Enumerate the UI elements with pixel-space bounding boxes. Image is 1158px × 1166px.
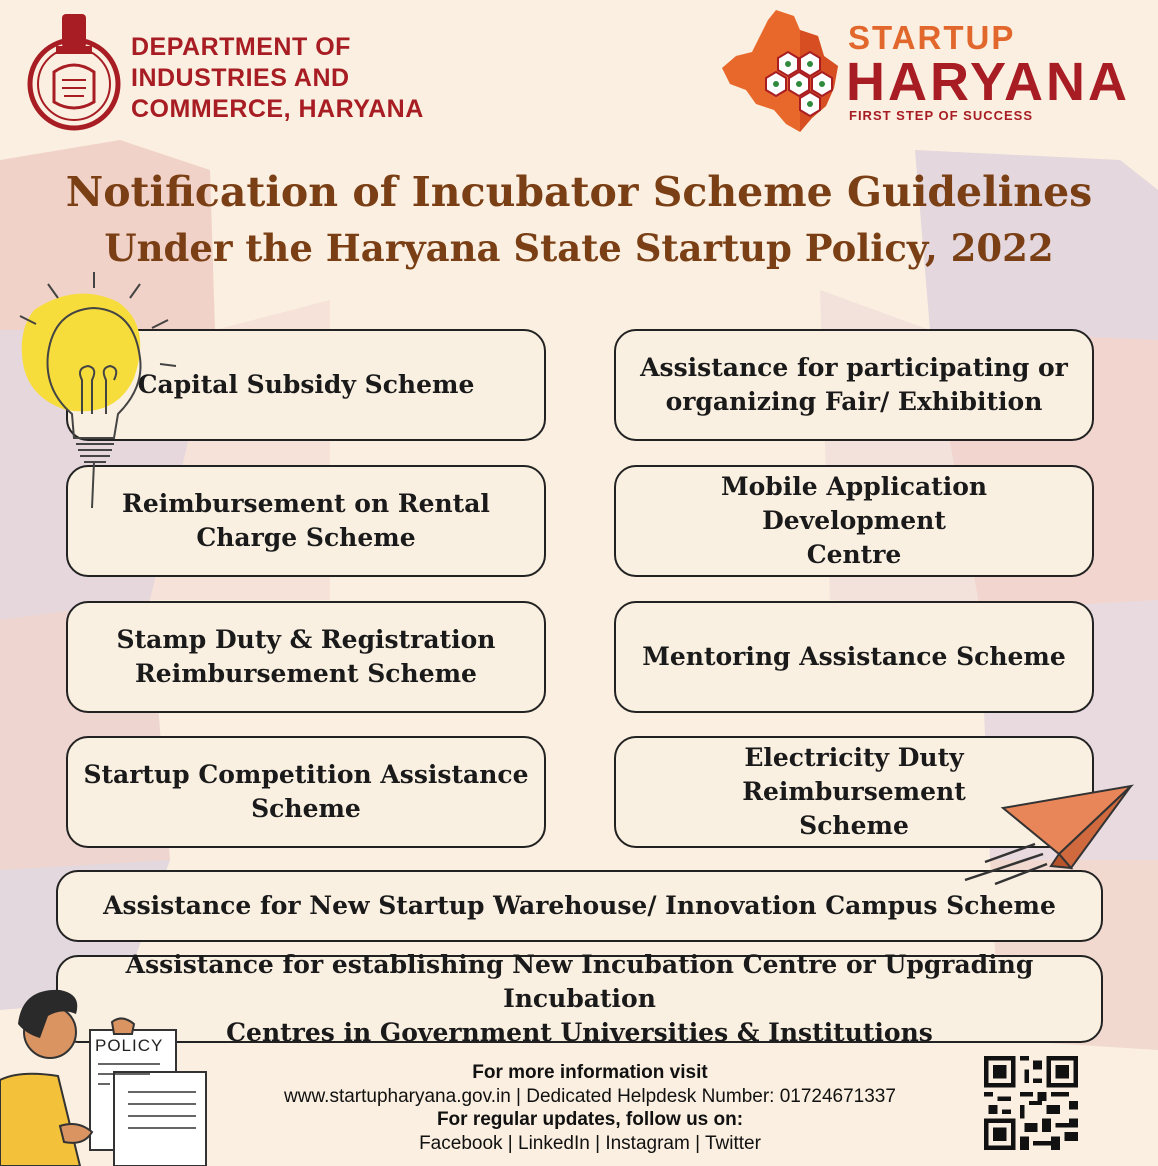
scheme-line: Scheme: [251, 794, 361, 823]
scheme-line: Reimbursement Scheme: [135, 659, 477, 688]
policy-label: POLICY: [95, 1036, 164, 1055]
scheme-card: [614, 601, 1094, 713]
haryana-map-icon: [716, 6, 851, 136]
paper-plane-icon: [955, 780, 1135, 895]
scheme-line: organizing Fair/ Exhibition: [665, 387, 1043, 416]
scheme-line: Centres in Government Universities & Institutions: [226, 1018, 933, 1047]
state-emblem-icon: [24, 10, 124, 134]
qr-code-icon: [984, 1056, 1078, 1150]
scheme-card: [614, 465, 1094, 577]
brand-tagline: FIRST STEP OF SUCCESS: [849, 108, 1034, 123]
scheme-card: [614, 329, 1094, 441]
scheme-line: Assistance for establishing New Incubation Centre or Upgrading Incubation: [125, 950, 1034, 1013]
scheme-line: Scheme: [799, 811, 909, 840]
brand-name: HARYANA: [846, 52, 1131, 112]
scheme-line: Electricity Duty Reimbursement: [742, 743, 966, 806]
scheme-card: [66, 736, 546, 848]
scheme-line: Assistance for New Startup Warehouse/ Innovation Campus Scheme: [103, 891, 1056, 920]
scheme-line: Stamp Duty & Registration: [116, 625, 496, 654]
footer-social-links: Facebook | LinkedIn | Instagram | Twitter: [419, 1133, 761, 1154]
page-title: Notification of Incubator Scheme Guidelines: [65, 168, 1093, 216]
scheme-line: Assistance for participating or: [640, 353, 1068, 382]
scheme-line: Startup Competition Assistance: [83, 760, 529, 789]
footer-website-helpdesk: www.startupharyana.gov.in | Dedicated Helpdesk Number: 01724671337: [284, 1086, 896, 1107]
lightbulb-icon: [6, 268, 181, 513]
scheme-line: Centre: [806, 540, 902, 569]
scheme-line: Mentoring Assistance Scheme: [642, 642, 1066, 671]
footer-info-heading: For more information visit: [472, 1062, 708, 1083]
department-line: COMMERCE, HARYANA: [131, 95, 424, 123]
scheme-line: Reimbursement on Rental: [122, 489, 490, 518]
scheme-card-wide: [56, 870, 1103, 942]
brand-startup: STARTUP: [848, 19, 1016, 56]
scheme-line: Mobile Application Development: [720, 472, 988, 535]
page-subtitle: Under the Haryana State Startup Policy, 2022: [104, 226, 1054, 270]
scheme-card: [66, 601, 546, 713]
footer-follow-heading: For regular updates, follow us on:: [436, 1109, 744, 1130]
scheme-line: Charge Scheme: [196, 523, 416, 552]
scheme-line: Capital Subsidy Scheme: [137, 370, 475, 399]
person-reading-policy-icon: [0, 980, 215, 1166]
department-name: [131, 32, 424, 125]
department-line: DEPARTMENT OF: [131, 33, 351, 61]
department-line: INDUSTRIES AND: [131, 64, 350, 92]
